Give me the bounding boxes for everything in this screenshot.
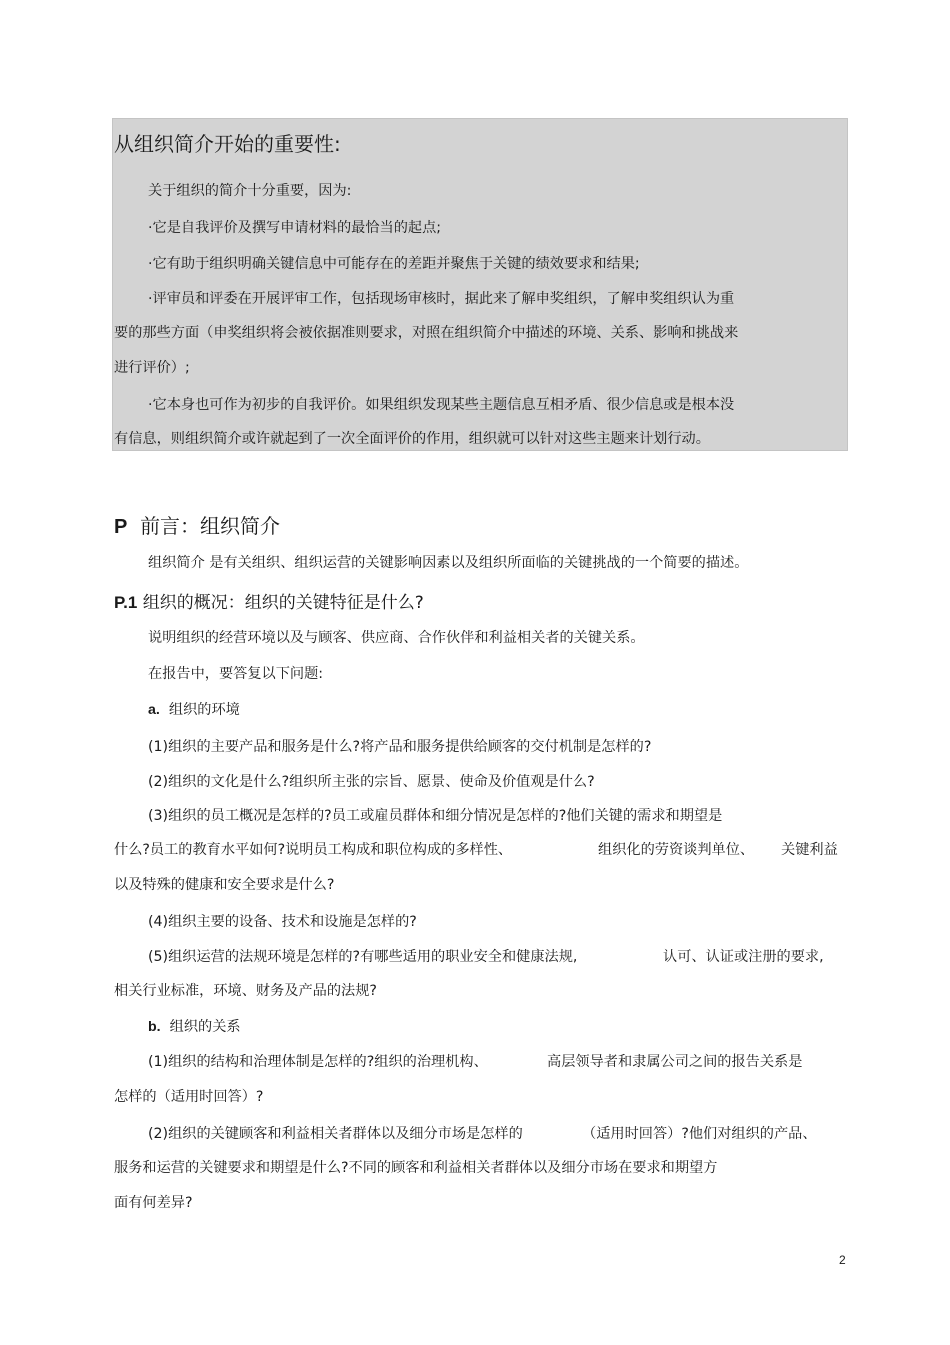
section-b-label: b. [148, 1019, 161, 1035]
question-a3-line3: 以及特殊的健康和安全要求是什么? [114, 877, 335, 893]
p1-report: 在报告中，要答复以下问题: [148, 666, 324, 682]
box-line: 关于组织的简介十分重要，因为: [148, 183, 352, 199]
section-a-title: 组织的环境 [168, 702, 240, 718]
question-b1-line1b: 高层领导者和隶属公司之间的报告关系是 [547, 1054, 803, 1070]
box-line: 有信息，则组织简介或许就起到了一次全面评价的作用，组织就可以针对这些主题来计划行动。 [114, 431, 710, 447]
question-a3-line2a: 什么?员工的教育水平如何?说明员工构成和职位构成的多样性、 [114, 842, 513, 858]
box-line: ·它本身也可作为初步的自我评价。如果组织发现某些主题信息互相矛盾、很少信息或是根本没 [148, 397, 735, 413]
section-b-heading [148, 1017, 241, 1037]
box-line: ·它是自我评价及撰写申请材料的最恰当的起点; [148, 220, 442, 236]
question-a5-line2: 相关行业标准，环境、财务及产品的法规? [114, 983, 377, 999]
question-a5-line1a: (5)组织运营的法规环境是怎样的?有哪些适用的职业安全和健康法规, [148, 949, 578, 965]
question-a3-line1: (3)组织的员工概况是怎样的?员工或雇员群体和细分情况是怎样的?他们关键的需求和期望是 [148, 808, 723, 824]
box-line: 要的那些方面（申奖组织将会被依据准则要求，对照在组织简介中描述的环境、关系、影响和挑战来 [114, 325, 739, 341]
box-line: ·评审员和评委在开展评审工作，包括现场审核时，据此来了解申奖组织，了解申奖组织认为重 [148, 291, 735, 307]
preface-title: 前言：组织简介 [140, 514, 281, 538]
page-number: 2 [839, 1253, 846, 1267]
preface-heading [114, 513, 280, 540]
section-a-label: a. [148, 702, 160, 718]
question-a4: (4)组织主要的设备、技术和设施是怎样的? [148, 914, 417, 930]
p1-code: P.1 [114, 593, 138, 612]
question-b1-line2: 怎样的（适用时回答）? [114, 1089, 264, 1105]
question-b1-line1a: (1)组织的结构和治理体制是怎样的?组织的治理机构、 [148, 1054, 488, 1070]
p1-intro: 说明组织的经营环境以及与顾客、供应商、合作伙伴和利益相关者的关键关系。 [148, 630, 645, 646]
question-b2-line1a: (2)组织的关键顾客和利益相关者群体以及细分市场是怎样的 [148, 1126, 523, 1142]
box-line: 进行评价）; [114, 360, 190, 376]
box-line: ·它有助于组织明确关键信息中可能存在的差距并聚焦于关键的绩效要求和结果; [148, 256, 640, 272]
question-a3-line2b: 组织化的劳资谈判单位、 [598, 842, 755, 858]
question-b2-line3: 面有何差异? [114, 1195, 193, 1211]
question-a2: (2)组织的文化是什么?组织所主张的宗旨、愿景、使命及价值观是什么? [148, 774, 595, 790]
question-a1: (1)组织的主要产品和服务是什么?将产品和服务提供给顾客的交付机制是怎样的? [148, 739, 652, 755]
question-b2-line1b: （适用时回答）?他们对组织的产品、 [582, 1126, 817, 1142]
preface-description: 组织简介 是有关组织、组织运营的关键影响因素以及组织所面临的关键挑战的一个简要的描述。 [148, 555, 749, 571]
p1-title: 组织的概况：组织的关键特征是什么? [142, 593, 424, 613]
box-title: 从组织简介开始的重要性: [114, 132, 341, 156]
section-a-heading [148, 700, 240, 720]
section-b-title: 组织的关系 [169, 1019, 241, 1035]
p1-heading [114, 592, 424, 614]
question-b2-line2: 服务和运营的关键要求和期望是什么?不同的顾客和利益相关者群体以及细分市场在要求和期望方 [114, 1160, 718, 1176]
question-a5-line1b: 认可、认证或注册的要求, [663, 949, 824, 965]
question-a3-line2c: 关键利益 [781, 842, 838, 858]
preface-code: P [114, 516, 128, 538]
